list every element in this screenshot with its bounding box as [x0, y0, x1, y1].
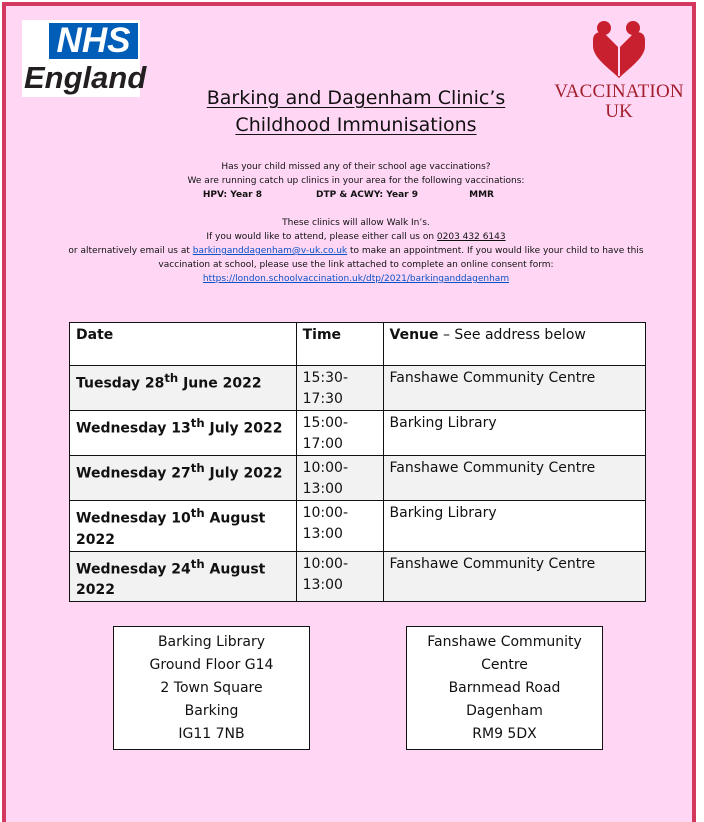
- call-line: [46, 230, 666, 244]
- row-venue: Barking Library: [383, 501, 645, 552]
- row-date: Tuesday 28th June 2022: [70, 366, 297, 411]
- clinic-schedule-table: [69, 322, 646, 602]
- barking-library-address: Barking Library Ground Floor G14 2 Town Square Barking IG11 7NB: [113, 626, 310, 750]
- row-time: 15:30- 17:30: [296, 366, 383, 411]
- header-date: Date: [70, 323, 297, 366]
- walkin-text: These clinics will allow Walk In’s.: [282, 218, 430, 228]
- row-time: 10:00- 13:00: [296, 456, 383, 501]
- fanshawe-centre-address: Fanshawe Community Centre Barnmead Road Dagenham RM9 5DX: [406, 626, 603, 750]
- consent-line: vaccination at school, please use the link attached to complete an online consent form:: [158, 260, 554, 270]
- vaccination-logo-word: VACCINATION: [554, 81, 684, 102]
- header-time: Time: [296, 323, 383, 366]
- vaccination-uk-logo: [549, 18, 689, 128]
- vaccine-mmr: MMR: [469, 190, 494, 200]
- vaccination-logo-uk: UK: [605, 101, 633, 122]
- hearts-icon: [549, 18, 689, 82]
- row-venue: Fanshawe Community Centre: [383, 366, 645, 411]
- row-venue: Fanshawe Community Centre: [383, 551, 645, 602]
- intro-text: [46, 160, 666, 286]
- nhs-logo-region: England: [24, 60, 147, 95]
- page-title: [156, 85, 556, 139]
- header-venue: [383, 323, 645, 366]
- row-time: 15:00- 17:00: [296, 411, 383, 456]
- vaccine-list: [46, 188, 666, 202]
- email-prefix: or alternatively email us at: [68, 246, 193, 256]
- row-venue: Fanshawe Community Centre: [383, 456, 645, 501]
- intro-line-2: We are running catch up clinics in your area for the following vaccinations:: [187, 176, 525, 186]
- spacer: [46, 202, 666, 216]
- title-line-1: Barking and Dagenham Clinic’s: [206, 87, 506, 109]
- nhs-logo-box: NHS: [49, 23, 138, 59]
- poster-page: [2, 2, 696, 822]
- intro-line-1: Has your child missed any of their school age vaccinations?: [221, 162, 491, 172]
- table-row: [70, 366, 646, 411]
- row-date: Wednesday 13th July 2022: [70, 411, 297, 456]
- header-venue-bold: Venue: [389, 327, 439, 343]
- email-link[interactable]: barkinganddagenham@v-uk.co.uk: [192, 246, 348, 256]
- header-venue-note: – See address below: [438, 327, 586, 343]
- row-date: Wednesday 10th August 2022: [70, 501, 297, 552]
- row-date: Wednesday 27th July 2022: [70, 456, 297, 501]
- email-suffix: to make an appointment. If you would like your child to have this: [347, 246, 644, 256]
- call-prefix: If you would like to attend, please either call us on: [206, 232, 437, 242]
- vaccine-dtp: DTP & ACWY: Year 9: [316, 190, 418, 200]
- table-row: [70, 411, 646, 456]
- vaccine-hpv: HPV: Year 8: [202, 190, 262, 200]
- table-row: [70, 551, 646, 602]
- email-line: [46, 244, 666, 258]
- row-venue: Barking Library: [383, 411, 645, 456]
- phone-number[interactable]: 0203 432 6143: [436, 232, 506, 242]
- row-time: 10:00- 13:00: [296, 551, 383, 602]
- row-time: 10:00- 13:00: [296, 501, 383, 552]
- nhs-england-logo: [22, 20, 147, 97]
- table-row: [70, 501, 646, 552]
- table-header-row: [70, 323, 646, 366]
- table-row: [70, 456, 646, 501]
- row-date: Wednesday 24th August 2022: [70, 551, 297, 602]
- consent-form-link[interactable]: https://london.schoolvaccination.uk/dtp/2021/barkinganddagenham: [202, 274, 510, 284]
- title-line-2: Childhood Immunisations: [235, 114, 477, 136]
